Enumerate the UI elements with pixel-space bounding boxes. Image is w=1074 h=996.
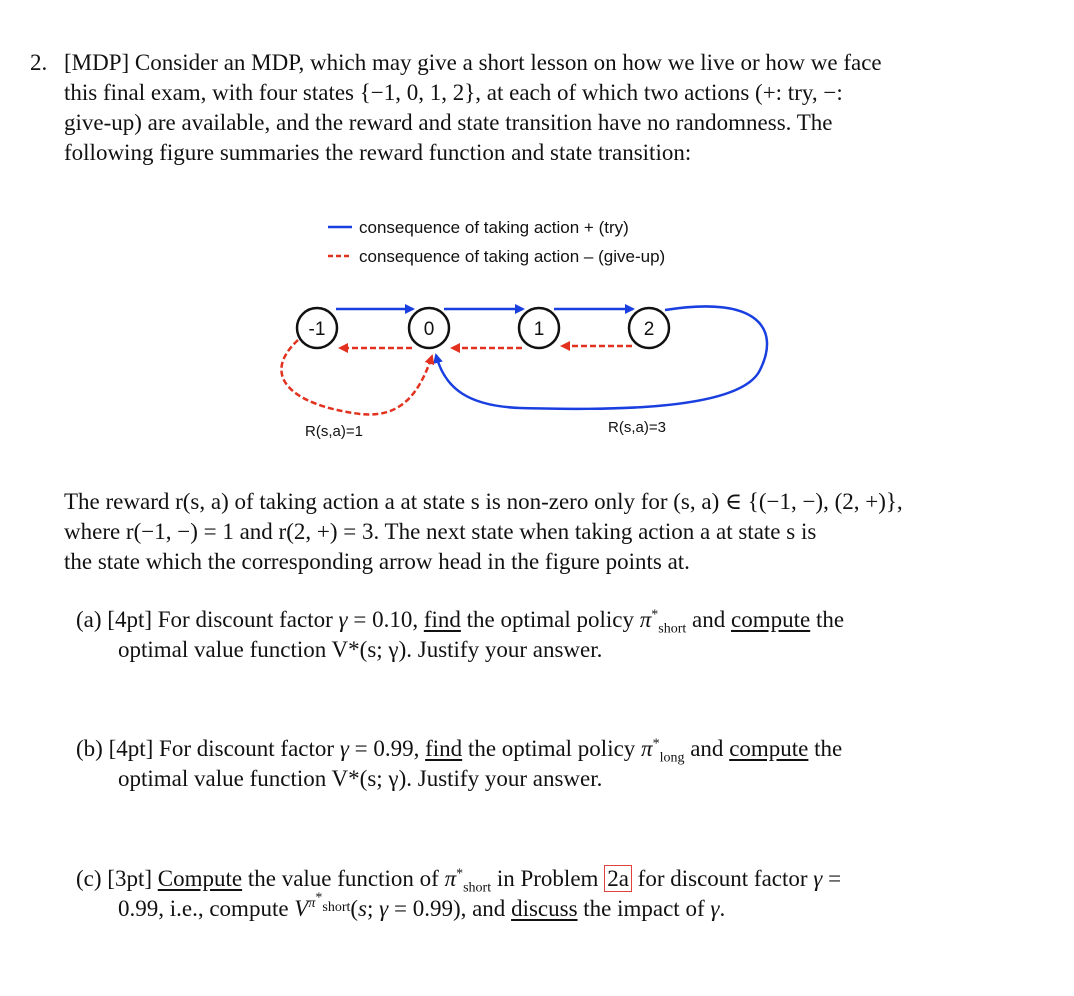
reward-line-3: the state which the corresponding arrow head in the figure points at. — [64, 549, 690, 574]
legend-try-text: consequence of taking action + (try) — [359, 218, 629, 237]
question-c-compute: Compute — [157, 866, 243, 891]
question-b-find: find — [425, 736, 463, 761]
try-arrow-2-to-0 — [436, 306, 767, 408]
question-a-gamma: 0.10 — [372, 607, 413, 632]
question-c-gamma: 0.99 — [118, 896, 159, 921]
question-a: (a) [4pt] For discount factor γ = 0.10, find the optimal policy $\pi^*_{short}$ and compute the optimal value function V*(s; γ). Justify your answer. — [76, 605, 844, 665]
intro-line-4: following figure summaries the reward function and state transition: — [64, 140, 692, 165]
question-c-points: [3pt] — [107, 866, 152, 891]
question-c: (c) [3pt] Compute the value function of $\pi^*_{short}$ in Problem 2a for discount factor γ = 0.99, i.e., compute $V^{\pi^*_{short}}(s$; γ = 0.99), and discuss the impact of γ. — [76, 866, 842, 921]
question-b-line-2: optimal value function V*(s; γ). Justify your answer. — [118, 766, 603, 791]
question-c-discuss: discuss — [511, 896, 578, 921]
state-label-1: 1 — [533, 319, 545, 340]
intro-line-1: [MDP] Consider an MDP, which may give a short lesson on how we live or how we face — [64, 50, 882, 75]
problem-number: 2. — [30, 50, 48, 75]
question-a-line-2: optimal value function V*(s; γ). Justify your answer. — [118, 637, 603, 662]
question-b-policy-sub: long — [659, 750, 685, 766]
question-b-points: [4pt] — [108, 736, 154, 761]
question-b-gamma: 0.99 — [373, 736, 414, 761]
intro-line-3: give-up) are available, and the reward and state transition have no randomness. The — [64, 110, 833, 135]
legend-giveup-text: consequence of taking action – (give-up) — [359, 247, 666, 266]
giveup-arrow-minus1-to-0 — [281, 340, 432, 415]
question-a-policy-sub: short — [658, 621, 687, 637]
question-c-policy-sub: short — [463, 880, 492, 896]
reward-label-right: R(s,a)=3 — [608, 419, 666, 436]
question-a-find: find — [423, 607, 461, 632]
question-b-compute: compute — [729, 736, 809, 761]
problem-2a-link[interactable]: 2a — [604, 865, 632, 892]
question-b: (b) [4pt] For discount factor γ = 0.99, find the optimal policy $\pi^*_{long}$ and compute the optimal value function V*(s; γ). Justify your answer. — [76, 734, 842, 794]
question-a-label: (a) — [76, 607, 102, 632]
question-a-compute: compute — [731, 607, 811, 632]
state-label-2: 2 — [643, 319, 655, 340]
reward-paragraph — [64, 487, 903, 577]
mdp-figure — [0, 0, 1074, 460]
question-a-points: [4pt] — [107, 607, 152, 632]
state-label-minus1: -1 — [308, 319, 326, 340]
reward-label-left: R(s,a)=1 — [305, 423, 363, 440]
question-b-label: (b) — [76, 736, 103, 761]
state-label-0: 0 — [423, 319, 435, 340]
question-c-label: (c) — [76, 866, 102, 891]
reward-line-1: The reward r(s, a) of taking action a at state s is non-zero only for (s, a) ∈ {(−1, −), (2, +)}, — [64, 489, 903, 514]
intro-line-2: this final exam, with four states {−1, 0, 1, 2}, at each of which two actions (+: try, −: — [64, 80, 843, 105]
reward-line-2: where r(−1, −) = 1 and r(2, +) = 3. The next state when taking action a at state s is — [64, 519, 817, 544]
